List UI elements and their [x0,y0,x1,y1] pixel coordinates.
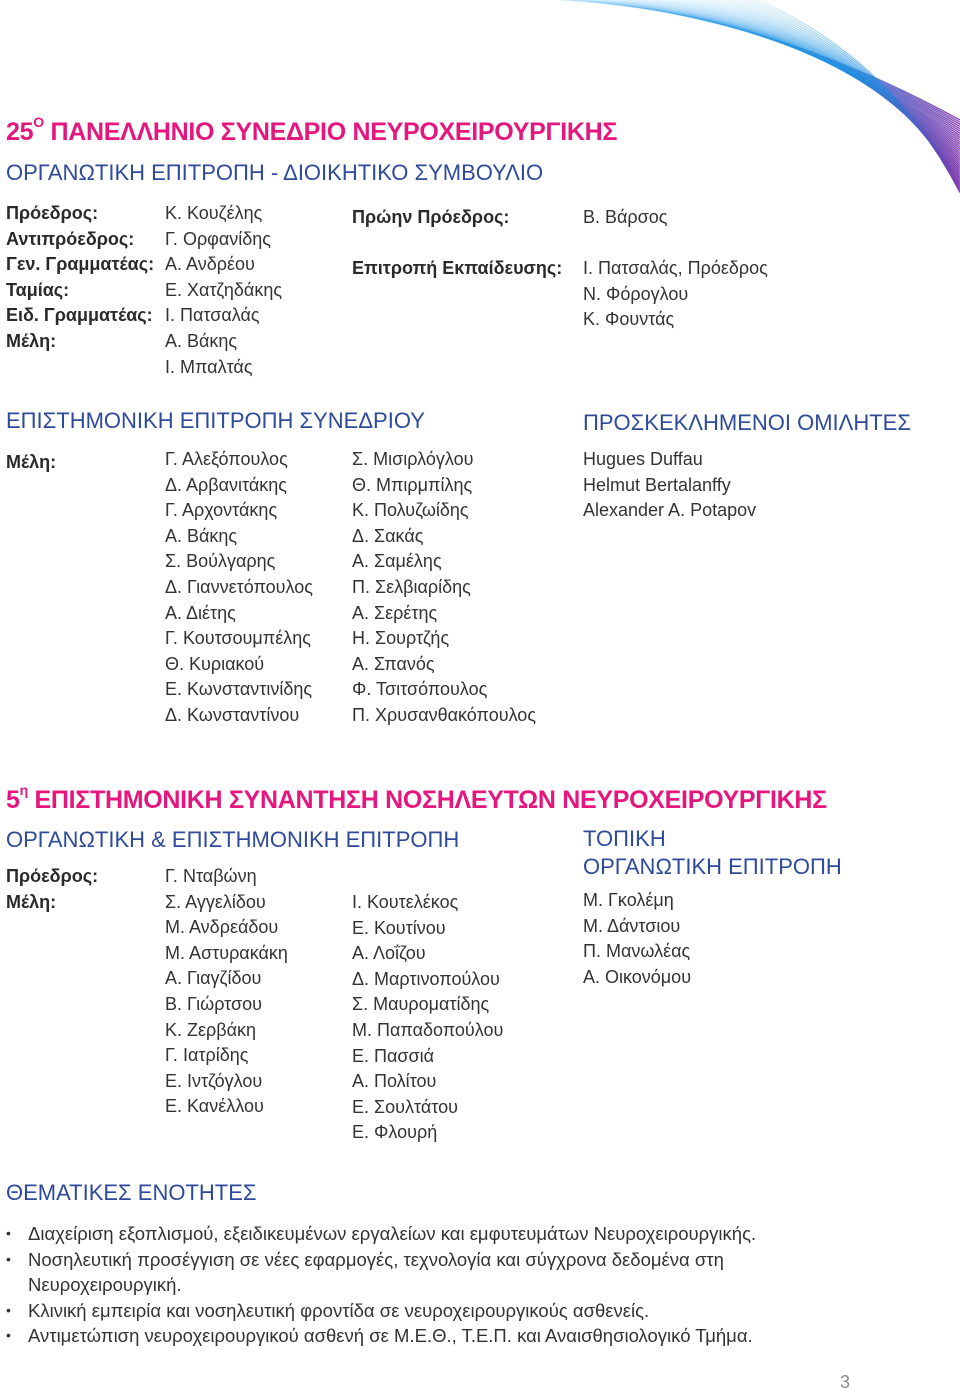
scientific-committee-heading: ΕΠΙΣΤΗΜΟΝΙΚΗ ΕΠΙΤΡΟΠΗ ΣΥΝΕΔΡΙΟΥ [6,408,425,433]
scientific-member: Π. Χρυσανθακόπουλος [352,704,536,725]
scientific-member: Θ. Κυριακού [165,653,265,674]
education-member: Κ. Φουντάς [583,309,675,330]
topic-item: • Αντιμετώπιση νευροχειρουργικού ασθενή σε Μ.Ε.Θ., Τ.Ε.Π. και Αναισθησιολογικό Τμήμα. [6,1323,906,1349]
scientific-member: Σ. Βούλγαρης [165,551,276,572]
board-name: Ε. Χατζηδάκης [165,279,283,300]
board-labels [6,201,154,355]
nurses-committee-heading: ΟΡΓΑΝΩΤΙΚΗ & ΕΠΙΣΤΗΜΟΝΙΚΗ ΕΠΙΤΡΟΠΗ [6,827,460,852]
board-names [165,201,282,380]
education-committee-label: Επιτροπή Εκπαίδευσης: [352,258,563,278]
nurses-member: Μ. Παπαδοπούλου [352,1019,504,1040]
invited-speakers-list [583,447,756,524]
local-committee-member: Α. Οικονόμου [583,966,692,987]
former-president-label-col [352,205,509,231]
former-president-name-col [583,205,667,231]
education-member: Ι. Πατσαλάς, Πρόεδρος [583,258,768,278]
swoosh-line [626,0,960,144]
board-label: Πρόεδρος: [6,203,99,223]
topics-list [6,1221,906,1349]
nurses-member: Γ. Ιατρίδης [165,1045,249,1066]
board-label: Αντιπρόεδρος: [6,228,135,249]
swoosh-line [752,0,960,190]
nurses-members-col1 [165,864,288,1120]
nurses-member: Ε. Φλουρή [352,1122,438,1143]
scientific-member: Σ. Μισιρλόγλου [352,449,474,469]
education-names [583,256,768,333]
congress-title-text: ΠΑΝΕΛΛΗΝΙΟ ΣΥΝΕΔΡΙΟ ΝΕΥΡΟΧΕΙΡΟΥΡΓΙΚΗΣ [50,118,618,146]
local-committee-member: Μ. Δάντσιου [583,915,681,936]
nurses-member: Α. Λοΐζου [352,943,426,964]
nurses-member: Σ. Αγγελίδου [165,891,266,912]
nurses-member: Μ. Ανδρεάδου [165,917,279,938]
scientific-member: Θ. Μπιρμπίλης [352,474,473,495]
congress-number-suffix: O [33,114,44,130]
board-label: Ειδ. Γραμματέας: [6,305,153,326]
board-label: Μέλη: [6,330,57,351]
nurses-member: Α. Πολίτου [352,1071,437,1092]
nurses-member: Δ. Μαρτινοπούλου [352,968,500,989]
nurses-meeting-title [6,782,827,815]
invited-speaker: Hugues Duffau [583,449,703,469]
scientific-member: Ε. Κωνσταντινίδης [165,679,313,700]
congress-number: 25 [6,118,34,146]
scientific-member: Η. Σουρτζής [352,628,450,649]
board-label: Ταμίας: [6,279,70,300]
topic-item: • Νοσηλευτική προσέγγιση σε νέες εφαρμογές, τεχνολογία και σύγχρονα δεδομένα στη Νευροχειρουργική. [6,1247,808,1298]
scientific-member: Γ. Αρχοντάκης [165,500,278,521]
scientific-member: Κ. Πολυζωίδης [352,500,469,521]
local-committee-heading-line1: ΤΟΠΙΚΗ [583,826,666,851]
local-committee-heading [583,825,842,881]
nurses-member: Ε. Σουλτάτου [352,1096,458,1117]
page-number: 3 [839,1372,850,1392]
local-committee-member: Π. Μανωλέας [583,941,691,962]
nurses-member: Ι. Κουτελέκος [352,892,459,912]
board-name: Α. Βάκης [165,330,238,351]
nurses-member: Ε. Πασσιά [352,1045,435,1066]
former-president-label: Πρώην Πρόεδρος: [352,207,510,227]
topic-item: • Διαχείριση εξοπλισμού, εξειδικευμένων εργαλείων και εμφυτευμάτων Νευροχειρουργικής. [6,1221,906,1247]
local-committee-heading-line2: ΟΡΓΑΝΩΤΙΚΗ ΕΠΙΤΡΟΠΗ [583,854,842,879]
scientific-member: Α. Σπανός [352,653,435,674]
scientific-members-col1 [165,447,313,729]
education-member: Ν. Φόρογλου [583,283,689,304]
nurses-member: Ε. Κουτίνου [352,917,446,938]
scientific-member: Α. Σαμέλης [352,551,442,572]
congress-title [6,114,618,147]
education-label-col [352,256,562,282]
nurses-meeting-title-text: ΕΠΙΣΤΗΜΟΝΙΚΗ ΣΥΝΑΝΤΗΣΗ ΝΟΣΗΛΕΥΤΩΝ ΝΕΥΡΟΧΕΙΡΟΥΡΓΙΚΗΣ [34,786,827,814]
topic-item: • Κλινική εμπειρία και νοσηλευτική φροντίδα σε νευροχειρουργικούς ασθενείς. [6,1298,906,1324]
nurses-meeting-number: 5 [6,786,20,814]
nurses-labels [6,864,98,915]
swoosh-line [638,0,960,149]
organizing-committee-heading: ΟΡΓΑΝΩΤΙΚΗ ΕΠΙΤΡΟΠΗ - ΔΙΟΙΚΗΤΙΚΟ ΣΥΜΒΟΥΛΙΟ [6,160,544,185]
swoosh-line [674,0,960,162]
nurses-member: Σ. Μαυροματίδης [352,994,490,1015]
scientific-member: Γ. Κουτσουμπέλης [165,628,311,649]
local-committee-list [583,888,691,990]
nurses-member: Β. Γιώρτσου [165,993,263,1014]
scientific-members-label: Μέλη: [6,452,57,472]
board-name: Κ. Κουζέλης [165,203,263,223]
scientific-member: Δ. Γιαννετόπουλος [165,576,313,597]
scientific-label-col [6,450,56,476]
nurses-member: Ε. Κανέλλου [165,1096,264,1117]
board-name: Γ. Ορφανίδης [165,228,271,249]
scientific-member: Δ. Κωνσταντίνου [165,704,300,725]
scientific-member: Α. Διέτης [165,602,236,623]
nurses-member: Α. Γιαγζίδου [165,968,262,989]
invited-speaker: Helmut Bertalanffy [583,474,731,495]
nurses-president: Γ. Νταβώνη [165,866,257,886]
nurses-member: Κ. Ζερβάκη [165,1019,257,1040]
scientific-member: Φ. Τσιτσόπουλος [352,679,488,700]
nurses-president-label: Πρόεδρος: [6,866,99,886]
invited-speaker: Alexander A. Potapov [583,500,757,521]
nurses-member: Ε. Ιντζόγλου [165,1070,263,1091]
board-name: Ι. Πατσαλάς [165,305,260,326]
swoosh-line [668,0,960,160]
scientific-member: Α. Σερέτης [352,602,438,623]
nurses-meeting-suffix: η [19,782,28,798]
nurses-member: Μ. Αστυρακάκη [165,942,288,963]
swoosh-line [656,0,960,155]
swoosh-line [650,0,960,153]
invited-speakers-heading: ΠΡΟΣΚΕΚΛΗΜΕΝΟΙ ΟΜΙΛΗΤΕΣ [583,410,911,435]
board-label: Γεν. Γραμματέας: [6,254,155,275]
local-committee-member: Μ. Γκολέμη [583,890,674,910]
nurses-members-label: Μέλη: [6,891,57,912]
scientific-member: Δ. Αρβανιτάκης [165,474,287,495]
swoosh-line [662,0,960,157]
scientific-members-col2 [352,447,536,729]
former-president-name: Β. Βάρσος [583,207,668,227]
nurses-members-col2 [352,890,503,1146]
scientific-member: Π. Σελβιαρίδης [352,576,471,597]
scientific-member: Α. Βάκης [165,525,238,546]
board-name: Ι. Μπαλτάς [165,356,253,377]
scientific-member: Γ. Αλεξόπουλος [165,449,288,469]
board-name: Α. Ανδρέου [165,254,255,275]
topics-heading: ΘΕΜΑΤΙΚΕΣ ΕΝΟΤΗΤΕΣ [6,1180,257,1205]
scientific-member: Δ. Σακάς [352,525,424,546]
